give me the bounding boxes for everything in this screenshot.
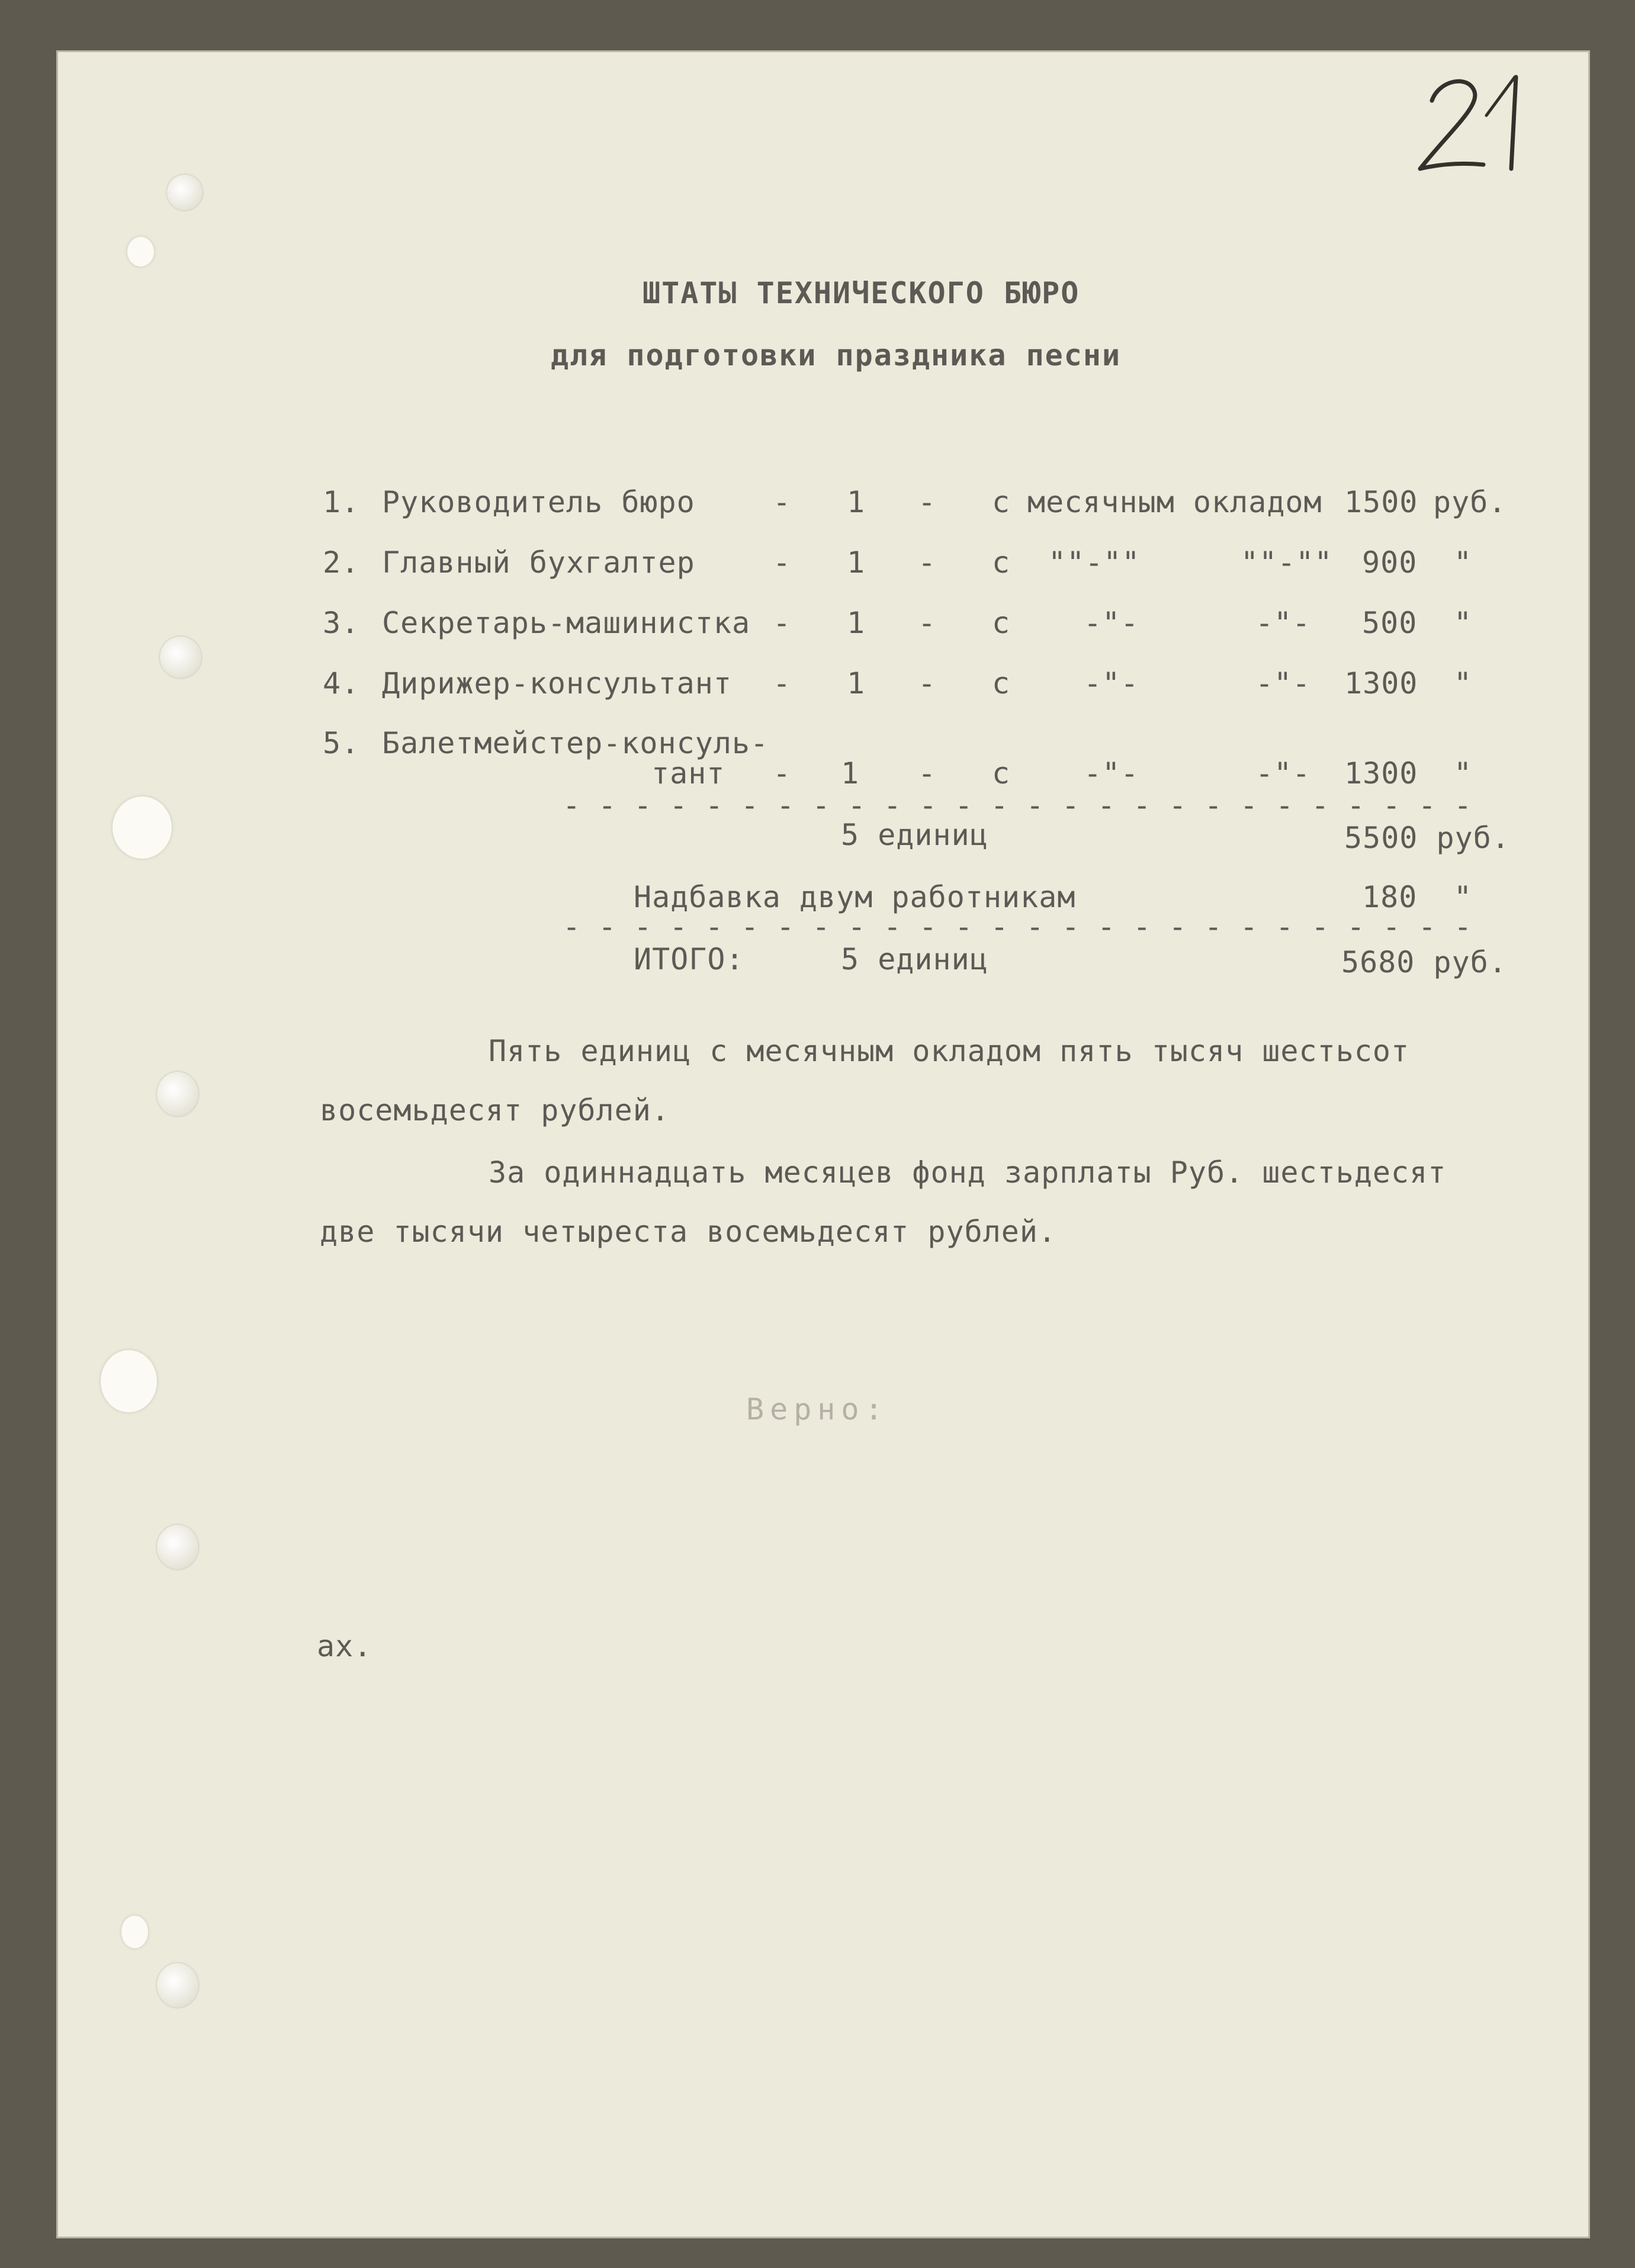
- unit-count: 1: [847, 606, 866, 640]
- with-label: с: [992, 545, 1011, 580]
- currency-unit: руб.: [1433, 485, 1507, 519]
- currency-unit: ": [1454, 880, 1473, 914]
- dash: -: [773, 545, 792, 580]
- currency-unit: ": [1454, 545, 1473, 580]
- dash: -: [918, 756, 937, 791]
- currency-unit: ": [1454, 666, 1473, 701]
- bonus-amount: 180: [1362, 880, 1418, 914]
- unit-count: 1: [847, 545, 866, 580]
- unit-count: 1: [847, 485, 866, 519]
- dash: -: [773, 666, 792, 701]
- dash: -: [918, 606, 937, 640]
- total-units: 5 единиц: [841, 942, 988, 976]
- salary-amount: 1300: [1344, 756, 1418, 791]
- certification-mark: Верно:: [746, 1392, 889, 1427]
- unit-count: 1: [847, 666, 866, 701]
- subtotal-units: 5 единиц: [841, 818, 988, 852]
- bonus-label: Надбавка двум работникам: [634, 880, 1076, 914]
- binder-hole: [157, 1963, 198, 2007]
- position-name-continued: тант: [651, 756, 725, 791]
- subtotal-amount: 5500 руб.: [1344, 821, 1510, 855]
- currency-unit: ": [1454, 756, 1473, 791]
- typist-initials: ах.: [317, 1629, 372, 1663]
- paragraph-line: За одиннадцать месяцев фонд зарплаты Руб. шестьдесят: [489, 1155, 1447, 1190]
- ditto-mark: -"-: [1084, 606, 1139, 640]
- salary-amount: 1300: [1344, 666, 1418, 701]
- position-name: Балетмейстер-консуль-: [382, 726, 769, 760]
- row-number: 3.: [323, 606, 360, 640]
- binder-hole: [157, 1072, 198, 1116]
- dash: -: [918, 485, 937, 519]
- binder-hole: [101, 1350, 157, 1412]
- document-sheet: [56, 50, 1590, 2238]
- ditto-mark: -"-: [1255, 606, 1311, 640]
- page-title: ШТАТЫ ТЕХНИЧЕСКОГО БЮРО: [643, 276, 1080, 310]
- separator-line: - - - - - - - - - - - - - - - - - - - - - - - - - -: [563, 788, 1472, 823]
- binder-hole: [157, 1525, 198, 1569]
- paragraph-line: восемьдесят рублей.: [320, 1093, 670, 1127]
- handwritten-page-number: [1409, 65, 1534, 178]
- ditto-mark: -"-: [1255, 666, 1311, 701]
- total-label: ИТОГО:: [634, 942, 744, 976]
- currency-unit: ": [1454, 606, 1473, 640]
- with-label: с: [992, 756, 1011, 791]
- salary-amount: 1500: [1344, 485, 1418, 519]
- salary-amount: 500: [1362, 606, 1418, 640]
- with-label: с: [992, 606, 1011, 640]
- ditto-mark: -"-: [1255, 756, 1311, 791]
- salary-description: месячным окладом: [1027, 485, 1322, 519]
- row-number: 5.: [323, 726, 360, 760]
- position-name: Руководитель бюро: [382, 485, 695, 519]
- page-subtitle: для подготовки праздника песни: [551, 338, 1122, 372]
- binder-hole: [167, 175, 203, 210]
- paragraph-line: Пять единиц с месячным окладом пять тысяч шестьсот: [489, 1034, 1410, 1068]
- row-number: 2.: [323, 545, 360, 580]
- ditto-mark: ""-"": [1241, 545, 1333, 580]
- dash: -: [773, 756, 792, 791]
- position-name: Секретарь-машинистка: [382, 606, 751, 640]
- dash: -: [773, 606, 792, 640]
- binder-hole: [127, 237, 154, 266]
- dash: -: [918, 545, 937, 580]
- dash: -: [773, 485, 792, 519]
- ditto-mark: ""-"": [1048, 545, 1141, 580]
- with-label: с: [992, 666, 1011, 701]
- paragraph-line: две тысячи четыреста восемьдесят рублей.: [320, 1215, 1057, 1249]
- salary-amount: 900: [1362, 545, 1418, 580]
- dash: -: [918, 666, 937, 701]
- with-label: с: [992, 485, 1011, 519]
- position-name: Дирижер-консультант: [382, 666, 732, 701]
- separator-line: - - - - - - - - - - - - - - - - - - - - - - - - - -: [563, 910, 1472, 944]
- binder-hole: [121, 1916, 148, 1948]
- binder-hole: [160, 637, 201, 678]
- row-number: 1.: [323, 485, 360, 519]
- unit-count: 1: [841, 756, 860, 791]
- ditto-mark: -"-: [1084, 666, 1139, 701]
- position-name: Главный бухгалтер: [382, 545, 695, 580]
- row-number: 4.: [323, 666, 360, 701]
- total-amount: 5680 руб.: [1341, 945, 1507, 979]
- binder-hole: [113, 796, 172, 859]
- ditto-mark: -"-: [1084, 756, 1139, 791]
